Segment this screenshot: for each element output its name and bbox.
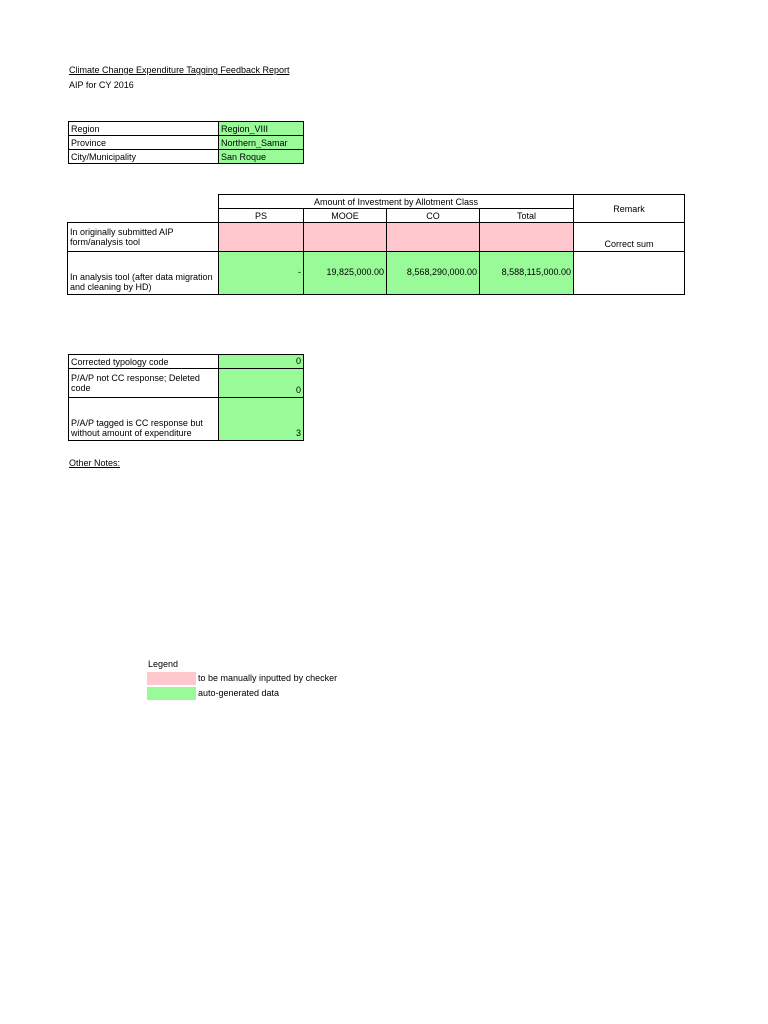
other-notes-label: Other Notes: bbox=[69, 458, 121, 468]
legend-auto-swatch bbox=[147, 687, 196, 700]
analysis-mooe-cell: 19,825,000.00 bbox=[304, 252, 387, 295]
analysis-co-cell: 8,568,290,000.00 bbox=[387, 252, 480, 295]
deleted-code-label: P/A/P not CC response; Deleted code bbox=[69, 369, 219, 398]
submitted-mooe-cell[interactable] bbox=[304, 223, 387, 252]
city-value[interactable]: San Roque bbox=[219, 150, 304, 164]
analysis-ps-cell: - bbox=[219, 252, 304, 295]
table-row bbox=[68, 252, 685, 295]
report-subtitle: AIP for CY 2016 bbox=[69, 80, 134, 90]
legend-manual-label: to be manually inputted by checker bbox=[198, 673, 338, 683]
table-row bbox=[69, 122, 304, 136]
submitted-total-cell[interactable] bbox=[480, 223, 574, 252]
no-amount-label: P/A/P tagged is CC response but without amount of expenditure bbox=[69, 398, 219, 441]
investment-table bbox=[67, 194, 685, 295]
table-row bbox=[68, 223, 685, 252]
remark-header: Remark bbox=[574, 195, 685, 223]
table-row bbox=[69, 136, 304, 150]
row-label-analysis: In analysis tool (after data migration and cleaning by HD) bbox=[68, 252, 219, 295]
legend-manual-swatch bbox=[147, 672, 196, 685]
legend-title: Legend bbox=[148, 659, 179, 669]
table-row bbox=[69, 369, 304, 398]
column-header-mooe: MOOE bbox=[304, 209, 387, 223]
city-label: City/Municipality bbox=[69, 150, 219, 164]
column-header-co: CO bbox=[387, 209, 480, 223]
table-row bbox=[69, 398, 304, 441]
location-table bbox=[68, 121, 304, 164]
deleted-code-value: 0 bbox=[219, 369, 304, 398]
column-header-total: Total bbox=[480, 209, 574, 223]
group-header: Amount of Investment by Allotment Class bbox=[219, 195, 574, 209]
region-label: Region bbox=[69, 122, 219, 136]
table-row bbox=[68, 195, 685, 209]
table-row bbox=[69, 355, 304, 369]
region-value[interactable]: Region_VIII bbox=[219, 122, 304, 136]
column-header-ps: PS bbox=[219, 209, 304, 223]
legend-auto-label: auto-generated data bbox=[198, 688, 280, 698]
province-value[interactable]: Northern_Samar bbox=[219, 136, 304, 150]
province-label: Province bbox=[69, 136, 219, 150]
no-amount-value: 3 bbox=[219, 398, 304, 441]
remark-cell bbox=[574, 252, 685, 295]
corrected-typology-value: 0 bbox=[219, 355, 304, 369]
codes-table bbox=[68, 354, 304, 441]
row-label-submitted: In originally submitted AIP form/analysis tool bbox=[68, 223, 219, 252]
analysis-total-cell: 8,588,115,000.00 bbox=[480, 252, 574, 295]
submitted-ps-cell[interactable] bbox=[219, 223, 304, 252]
submitted-co-cell[interactable] bbox=[387, 223, 480, 252]
table-row bbox=[69, 150, 304, 164]
corrected-typology-label: Corrected typology code bbox=[69, 355, 219, 369]
report-title: Climate Change Expenditure Tagging Feedback Report bbox=[69, 65, 290, 75]
remark-cell: Correct sum bbox=[574, 223, 685, 252]
